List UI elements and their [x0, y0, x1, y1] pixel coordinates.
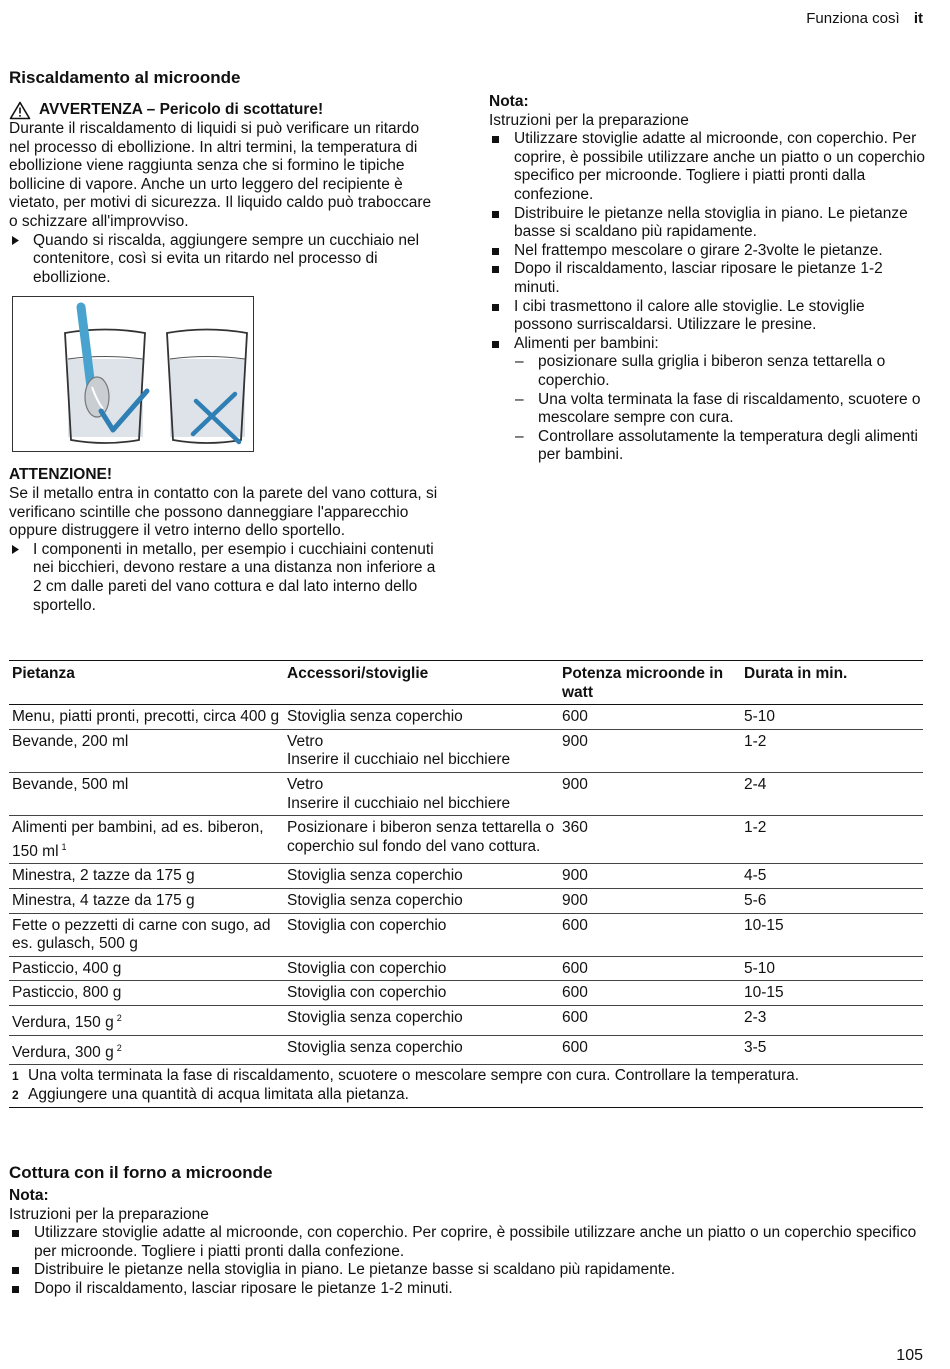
list-item — [489, 298, 925, 335]
column-header: Accessori/stoviglie — [284, 661, 559, 705]
cell-food — [9, 772, 284, 815]
food-text: Fette o pezzetti di carne con sugo, ad es. gulasch, 500 g — [12, 916, 271, 953]
table-row — [9, 888, 923, 913]
cell-duration: 4-5 — [741, 864, 923, 889]
cell-duration: 1-2 — [741, 816, 923, 864]
footnote-text: Una volta terminata la fase di riscaldamento, scuotere o mescolare sempre con cura. Controllare la temperatura. — [28, 1067, 800, 1085]
cell-food — [9, 1035, 284, 1065]
cell-accessory — [284, 705, 559, 730]
food-text: Pasticcio, 800 g — [12, 984, 122, 1002]
cell-accessory — [284, 913, 559, 956]
food-text: Menu, piatti pronti, precotti, circa 400 g — [12, 708, 280, 726]
accessory-text: Vetro — [287, 775, 324, 793]
glass-without-spoon — [167, 330, 247, 444]
food-text: Alimenti per bambini, ad es. biberon, 150 ml — [12, 819, 264, 860]
header-language: it — [913, 10, 923, 27]
food-text: Minestra, 2 tazze da 175 g — [12, 867, 195, 885]
cell-food — [9, 816, 284, 864]
accessory-text: Stoviglia senza coperchio — [287, 1038, 463, 1056]
cell-power: 600 — [559, 913, 741, 956]
step-arrow-icon — [12, 236, 19, 245]
list-item-text: Distribuire le pietanze nella stoviglia in piano. Le pietanze basse si scaldano più rapidamente. — [34, 1261, 676, 1279]
sub-list-item-text: Una volta terminata la fase di riscaldamento, scuotere o mescolare sempre con cura. — [538, 390, 921, 427]
accessory-note: Inserire il cucchiaio nel bicchiere — [287, 751, 511, 769]
cell-food — [9, 956, 284, 981]
step-arrow-icon — [12, 545, 19, 554]
warning-step-text: Quando si riscalda, aggiungere sempre un cucchiaio nel contenitore, così si evita un ritardo nel processo di ebollizione. — [33, 231, 420, 286]
cell-power: 900 — [559, 888, 741, 913]
bullet-square-icon — [12, 1286, 19, 1293]
bullet-square-icon — [492, 248, 499, 255]
table-body — [9, 705, 923, 1108]
sub-list-item — [489, 428, 925, 465]
cell-food — [9, 981, 284, 1006]
accessory-text: Stoviglia con coperchio — [287, 984, 447, 1002]
cell-power: 600 — [559, 1005, 741, 1035]
cell-power: 600 — [559, 956, 741, 981]
bullet-square-icon — [492, 266, 499, 273]
table-header-row — [9, 661, 923, 705]
food-text: Bevande, 200 ml — [12, 732, 129, 750]
table-row — [9, 772, 923, 815]
cell-duration: 2-4 — [741, 772, 923, 815]
sub-list-item-text: posizionare sulla griglia i biberon senza tettarella o coperchio. — [538, 353, 886, 389]
list-item-text: Dopo il riscaldamento, lasciar riposare le pietanze 1-2 minuti. — [514, 260, 883, 296]
cell-food — [9, 729, 284, 772]
accessory-text: Posizionare i biberon senza tettarella o coperchio sul fondo del vano cottura. — [287, 819, 555, 855]
footnote-mark: 1 — [12, 1069, 19, 1084]
accessory-text: Stoviglia senza coperchio — [287, 1008, 463, 1026]
bullet-square-icon — [492, 341, 499, 348]
cell-duration: 5-6 — [741, 888, 923, 913]
cell-accessory — [284, 956, 559, 981]
bullet-square-icon — [492, 304, 499, 311]
glass-with-spoon — [65, 307, 145, 443]
section-title: Cottura con il forno a microonde — [9, 1163, 273, 1182]
cell-accessory — [284, 981, 559, 1006]
table-row — [9, 864, 923, 889]
list-item — [9, 1280, 923, 1299]
left-column — [9, 67, 441, 615]
bullet-square-icon — [12, 1230, 19, 1237]
food-text: Minestra, 4 tazze da 175 g — [12, 891, 195, 909]
accessory-text: Stoviglia senza coperchio — [287, 867, 463, 885]
footnote — [12, 1086, 919, 1105]
cooking-table — [9, 660, 923, 1108]
bullet-square-icon — [12, 1267, 19, 1274]
dash-marker: – — [515, 353, 524, 371]
cell-duration: 5-10 — [741, 956, 923, 981]
list-item-text: Nel frattempo mescolare o girare 2-3volte le pietanze. — [514, 241, 883, 259]
cell-power: 900 — [559, 864, 741, 889]
cell-food — [9, 1005, 284, 1035]
cell-accessory — [284, 772, 559, 815]
warning-triangle-icon — [9, 101, 31, 120]
column-header: Potenza microonde in watt — [559, 661, 741, 705]
attention-title: ATTENZIONE! — [9, 466, 113, 484]
list-item — [489, 335, 925, 354]
cell-food — [9, 913, 284, 956]
sub-list-item — [489, 391, 925, 428]
food-text: Verdura, 150 g — [12, 1013, 114, 1031]
list-item — [489, 130, 925, 204]
table-row — [9, 1035, 923, 1065]
attention-text: Se il metallo entra in contatto con la parete del vano cottura, si verificano scintille che possono danneggiare l'apparecchio oppure distruggere il vetro interno dello sportello. — [9, 484, 438, 540]
header-section: Funziona così — [806, 10, 900, 27]
note-intro: Istruzioni per la preparazione — [9, 1205, 209, 1223]
cell-power: 600 — [559, 1035, 741, 1065]
cell-food — [9, 705, 284, 730]
table-row — [9, 1005, 923, 1035]
list-item-text: Distribuire le pietanze nella stoviglia in piano. Le pietanze basse si scaldano più rapidamente. — [514, 204, 908, 241]
bullet-square-icon — [492, 211, 499, 218]
cell-accessory — [284, 1005, 559, 1035]
cell-power: 900 — [559, 772, 741, 815]
cell-duration: 1-2 — [741, 729, 923, 772]
cell-duration: 10-15 — [741, 981, 923, 1006]
accessory-text: Stoviglia senza coperchio — [287, 708, 463, 726]
table-row — [9, 816, 923, 864]
glasses-illustration — [12, 296, 254, 452]
list-item-text: Utilizzare stoviglie adatte al microonde, con coperchio. Per coprire, è possibile utilizzare anche un piatto o un coperchio specifico per microonde. Togliere i piatti pronti dalla confezione. — [34, 1224, 917, 1260]
food-text: Bevande, 500 ml — [12, 775, 129, 793]
cell-accessory — [284, 888, 559, 913]
cell-accessory — [284, 816, 559, 864]
cell-accessory — [284, 1035, 559, 1065]
cell-power: 600 — [559, 705, 741, 730]
dash-marker: – — [515, 427, 524, 445]
list-item — [489, 205, 925, 242]
note-title: Nota: — [9, 1187, 49, 1204]
cell-duration: 3-5 — [741, 1035, 923, 1065]
table-row — [9, 705, 923, 730]
cell-duration: 10-15 — [741, 913, 923, 956]
table-row — [9, 981, 923, 1006]
cell-power: 360 — [559, 816, 741, 864]
sub-list-item-text: Controllare assolutamente la temperatura degli alimenti per bambini. — [538, 427, 918, 464]
microwave-cooking-section — [9, 1162, 923, 1299]
list-item — [489, 242, 925, 261]
glasses-drawing — [13, 297, 253, 451]
cell-power: 900 — [559, 729, 741, 772]
bullet-square-icon — [492, 136, 499, 143]
table-row — [9, 913, 923, 956]
accessory-note: Inserire il cucchiaio nel bicchiere — [287, 794, 511, 812]
footnote-mark: 2 — [12, 1087, 19, 1102]
footnote-ref: 1 — [61, 841, 67, 852]
footnote-ref: 2 — [116, 1042, 122, 1053]
footnote — [12, 1067, 919, 1086]
accessory-text: Stoviglia con coperchio — [287, 916, 447, 934]
cell-duration: 2-3 — [741, 1005, 923, 1035]
page-header — [806, 10, 923, 29]
accessory-text: Stoviglia senza coperchio — [287, 891, 463, 909]
cell-accessory — [284, 729, 559, 772]
table-footnotes — [9, 1065, 923, 1108]
warning-text: Durante il riscaldamento di liquidi si può verificare un ritardo nel processo di ebollizione. In altri termini, la temperatura di ebollizione viene raggiunta senza che si formino le tipiche bollicine di vapore. Anche un urto leggero del recipiente è vietato, per motivi di sicurezza. Il liquido caldo può traboccare o schizzare all'improvviso. — [9, 120, 432, 230]
dash-marker: – — [515, 390, 524, 408]
attention-step-text: I componenti in metallo, per esempio i cucchiaini contenuti nei bicchieri, devono restare a una distanza non inferiore a 2 cm dalle pareti del vano cottura e dal lato interno dello sportello. — [33, 540, 436, 614]
warning-heading — [9, 101, 441, 120]
cell-power: 600 — [559, 981, 741, 1006]
note-intro: Istruzioni per la preparazione — [489, 111, 689, 129]
sub-list-item — [489, 353, 925, 390]
page-number: 105 — [896, 1347, 923, 1365]
right-column — [489, 93, 925, 465]
table-row — [9, 956, 923, 981]
warning-step — [9, 232, 441, 288]
list-item — [9, 1261, 923, 1280]
footnote-ref: 2 — [116, 1012, 122, 1023]
cell-food — [9, 864, 284, 889]
list-item-text: Utilizzare stoviglie adatte al microonde, con coperchio. Per coprire, è possibile utilizzare anche un piatto o un coperchio specifico per microonde. Togliere i piatti pronti dalla confezione. — [514, 130, 925, 203]
attention-step — [9, 541, 441, 615]
cell-food — [9, 888, 284, 913]
accessory-text: Vetro — [287, 732, 324, 750]
column-header: Durata in min. — [741, 661, 923, 705]
note-title: Nota: — [489, 93, 529, 110]
list-item — [9, 1224, 923, 1261]
warning-title: AVVERTENZA – Pericolo di scottature! — [39, 101, 324, 119]
list-item-text: Alimenti per bambini: — [514, 334, 659, 352]
column-header: Pietanza — [9, 661, 284, 705]
footnotes-row — [9, 1065, 923, 1108]
table-row — [9, 729, 923, 772]
footnote-text: Aggiungere una quantità di acqua limitata alla pietanza. — [28, 1085, 409, 1103]
food-text: Pasticcio, 400 g — [12, 959, 122, 977]
list-item-text: I cibi trasmettono il calore alle stoviglie. Le stoviglie possono surriscaldarsi. Utilizzare le presine. — [514, 297, 865, 334]
list-item-text: Dopo il riscaldamento, lasciar riposare le pietanze 1-2 minuti. — [34, 1279, 453, 1297]
list-item — [489, 260, 925, 297]
cell-accessory — [284, 864, 559, 889]
cell-duration: 5-10 — [741, 705, 923, 730]
accessory-text: Stoviglia con coperchio — [287, 959, 447, 977]
section-title: Riscaldamento al microonde — [9, 68, 241, 87]
food-text: Verdura, 300 g — [12, 1043, 114, 1061]
